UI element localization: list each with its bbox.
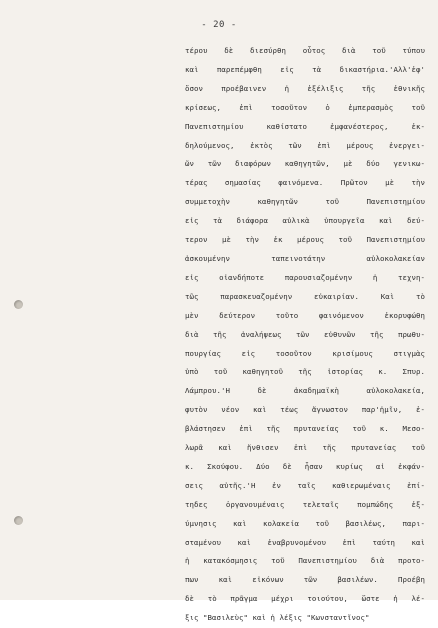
text-line: δὲ τὸ πρᾶγμα μέχρι τοιούτου, ὥστε ἡ λέ- (185, 594, 425, 604)
text-line: κρίσεως, ἐπὶ τοσοῦτον ὁ ἐμπερασμὸς τοῦ (185, 102, 425, 112)
text-line: μὲν δεύτερον τοῦτο φαινόμενον ἐκορυφώθη (185, 310, 425, 320)
text-line: ξις "Βασιλεὺς" καὶ ἡ λέξις "Κωνσταντῖνος" (185, 613, 370, 623)
text-line: βλάστησεν ἐπὶ τῆς πρυτανείας τοῦ κ. Μεσο- (185, 424, 425, 434)
text-line: τῶς παρασκευαζομένην εὐκαιρίαν. Καὶ τὸ (185, 291, 425, 301)
text-line: φυτὸν νέον καὶ τέως ἄγνωστον παρ'ἡμῖν, ἐ- (185, 405, 425, 415)
text-line: εἰς οἱανδήποτε παρουσιαζομένην ἡ τεχνη- (185, 272, 425, 282)
text-line: σεις αὐτῆς.'Η ἐν ταῖς καθιερωμέναις ἑπί- (185, 480, 425, 490)
text-line: καὶ παρεπέμφθη εἰς τὰ δικαστήρια.'Αλλ'ἐφ' (185, 64, 425, 74)
text-line: ἀσκουμένην ταπεινοτάτην αὐλοκολακείαν (185, 253, 425, 263)
text-line: δηλούμενος, ἐκτὸς τῶν ἐπὶ μέρους ἐνεργει- (185, 140, 425, 150)
text-line: ῶν τῶν διαφόρων καθηγητῶν, μὲ δύο γενικω- (185, 159, 425, 169)
text-line: ύμνησις καὶ κολακεία τοῦ βασιλέως, παρι- (185, 518, 425, 528)
text-line: τηδες ὀργανουμέναις τελεταῖς πομπώδης ἐξ- (185, 499, 425, 509)
punch-hole (14, 300, 23, 309)
text-line: πουργίας εἰς τοσοῦτον κρισίμους στιγμὰς (185, 348, 425, 358)
body-text (185, 42, 425, 628)
text-line: τέρου δὲ διεσύρθη οὗτος διὰ τοῦ τύπου (185, 46, 425, 55)
text-line: σταμένου καὶ ἐναβρυνομένου ἐπὶ ταύτη καὶ (185, 537, 425, 547)
text-line: Πανεπιστημίου καθίστατο ἐμφανέστερος, ἐκ- (185, 121, 425, 131)
text-line: ὅσον προέβαινεν ἡ ἐξέλιξις τῆς ἐθνικῆς (185, 83, 425, 93)
text-line: πων καὶ εἰκόνων τῶν βασιλέων. Προέβη (185, 575, 425, 585)
text-line: ἡ κατακόσμησις τοῦ Πανεπιστημίου διὰ προτο- (185, 556, 425, 566)
text-line: εἰς τὰ διάφορα αὐλικὰ ὑπουργεῖα καὶ δεύ- (185, 216, 425, 226)
text-line: τερον μὲ τὴν ἐκ μέρους τοῦ Πανεπιστημίου (185, 235, 425, 245)
punch-hole (14, 516, 23, 525)
text-line: Λάμπρου.'Η δὲ ἀκαδημαϊκὴ αὐλοκολακεία, (185, 386, 425, 396)
text-line: κ. Σκούφου. Δύο δὲ ἦσαν κυρίως αἱ ἐκφάν- (185, 461, 425, 471)
text-line: λωρᾶ καὶ ἤνθισεν ἐπὶ τῆς πρυτανείας τοῦ (185, 443, 425, 453)
page-number: - 20 - (201, 20, 237, 30)
text-line: διὰ τῆς ἀναλήψεως τῶν εὐθυνῶν τῆς πρωθυ- (185, 329, 425, 339)
binder-holes (14, 0, 26, 600)
text-line: συμμετοχὴν καθηγητῶν τοῦ Πανεπιστημίου (185, 197, 425, 207)
text-line: ὑπὸ τοῦ καθηγητοῦ τῆς ἱστορίας κ. Σπυρ. (185, 367, 425, 377)
text-line: τέρας σημασίας φαινόμενα. Πρῶτον μὲ τὴν (185, 178, 425, 188)
